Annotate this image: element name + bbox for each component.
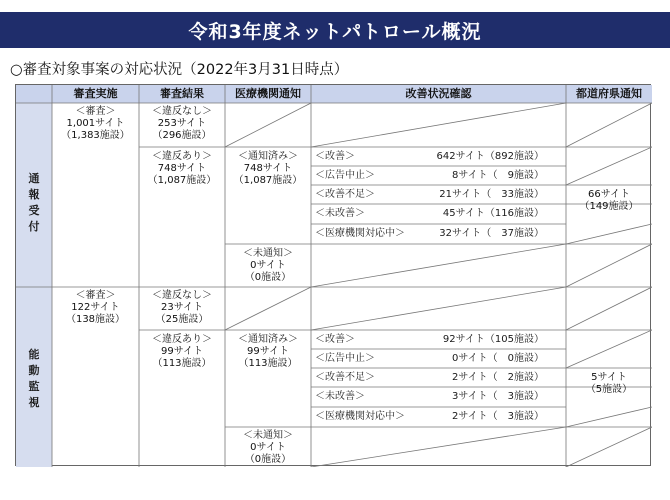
report-row-value: 21サイト（ 33施設）: [439, 189, 544, 200]
monitor-row-value: 3サイト（ 3施設）: [451, 391, 544, 402]
report-notified-line1: ＜通知済み＞: [238, 151, 298, 162]
header-result: 審査結果: [160, 87, 204, 100]
header-review: 審査実施: [73, 87, 118, 100]
section-label-monitor: [27, 347, 41, 411]
monitor-review: [52, 290, 139, 326]
monitor-violation: [139, 334, 225, 370]
report-pref-line1: 66サイト: [587, 189, 631, 200]
monitor-not-notified-line1: ＜未通知＞: [243, 430, 293, 441]
monitor-no-violation-line3: （25施設）: [155, 314, 209, 325]
monitor-notified-line3: （113施設）: [238, 358, 298, 369]
report-notified-line3: （1,087施設）: [233, 175, 303, 186]
report-no-violation-line3: （296施設）: [152, 130, 212, 141]
monitor-violation-line1: ＜違反あり＞: [152, 334, 212, 345]
monitor-not-notified-line2: 0サイト: [250, 442, 286, 453]
monitor-row-label: ＜未改善＞: [315, 391, 365, 402]
section-label-monitor-text: 能動監視: [28, 348, 40, 409]
monitor-review-line1: ＜審査＞: [75, 290, 116, 301]
report-violation-line3: （1,087施設）: [147, 175, 217, 186]
monitor-row-value: 92サイト（105施設）: [442, 334, 544, 345]
monitor-row-label: ＜改善＞: [315, 334, 355, 345]
report-violation-line2: 748サイト: [157, 163, 207, 174]
section-label-report-text: 通報受付: [28, 172, 40, 233]
report-row-value: 642サイト（892施設）: [436, 151, 544, 162]
report-no-violation-line2: 253サイト: [157, 118, 207, 129]
report-notified-line2: 748サイト: [243, 163, 293, 174]
report-row-value: 8サイト（ 9施設）: [451, 170, 544, 181]
monitor-violation-line3: （113施設）: [152, 358, 212, 369]
monitor-pref-line1: 5サイト: [591, 372, 627, 383]
report-row-label: ＜医療機関対応中＞: [315, 228, 405, 239]
report-row-label: ＜未改善＞: [315, 208, 365, 219]
monitor-row-value: 2サイト（ 2施設）: [451, 372, 544, 383]
monitor-row-value: 2サイト（ 3施設）: [451, 411, 544, 422]
monitor-row-label: ＜医療機関対応中＞: [315, 411, 405, 422]
monitor-review-line3: （138施設）: [65, 314, 126, 325]
monitor-row-label: ＜広告中止＞: [315, 353, 375, 364]
report-pref: [566, 189, 652, 213]
page-title: 令和3年度ネットパトロール概況: [0, 12, 670, 48]
monitor-no-violation-line1: ＜違反なし＞: [152, 290, 212, 301]
report-row-value: 32サイト（ 37施設）: [439, 228, 544, 239]
monitor-notified: [225, 334, 311, 370]
report-review: [52, 106, 139, 142]
status-table: [15, 84, 651, 466]
report-violation: [139, 151, 225, 187]
section-label-report: [27, 171, 41, 235]
report-not-notified-line2: 0サイト: [250, 260, 286, 271]
report-row-label: ＜改善不足＞: [315, 189, 375, 200]
monitor-pref: [566, 372, 652, 396]
page-subtitle: ○審査対象事案の対応状況（2022年3月31日時点）: [10, 62, 349, 78]
report-pref-line2: （149施設）: [579, 201, 639, 212]
report-review-line2: 1,001サイト: [66, 118, 125, 129]
monitor-review-line2: 122サイト: [71, 302, 120, 313]
report-row-value: 45サイト（116施設）: [442, 208, 544, 219]
report-not-notified: [225, 248, 311, 284]
report-row-label: ＜改善＞: [315, 151, 355, 162]
monitor-no-violation-line2: 23サイト: [160, 302, 204, 313]
report-no-violation: [139, 106, 225, 142]
monitor-not-notified-line3: （0施設）: [244, 454, 292, 465]
report-violation-line1: ＜違反あり＞: [152, 151, 212, 162]
header-notify: 医療機関通知: [235, 87, 301, 100]
report-notified: [225, 151, 311, 187]
report-review-line3: （1,383施設）: [61, 130, 130, 141]
monitor-notified-line2: 99サイト: [246, 346, 290, 357]
monitor-row-value: 0サイト（ 0施設）: [451, 353, 544, 364]
monitor-not-notified: [225, 430, 311, 466]
report-row-label: ＜広告中止＞: [315, 170, 375, 181]
report-no-violation-line1: ＜違反なし＞: [152, 106, 212, 117]
header-improve: 改善状況確認: [405, 87, 472, 100]
monitor-notified-line1: ＜通知済み＞: [238, 334, 298, 345]
report-review-line1: ＜審査＞: [75, 106, 116, 117]
report-not-notified-line1: ＜未通知＞: [243, 248, 293, 259]
monitor-row-label: ＜改善不足＞: [315, 372, 375, 383]
monitor-pref-line2: （5施設）: [585, 384, 633, 395]
monitor-violation-line2: 99サイト: [160, 346, 204, 357]
header-pref: 都道府県通知: [576, 87, 642, 100]
monitor-no-violation: [139, 290, 225, 326]
report-not-notified-line3: （0施設）: [244, 272, 292, 283]
